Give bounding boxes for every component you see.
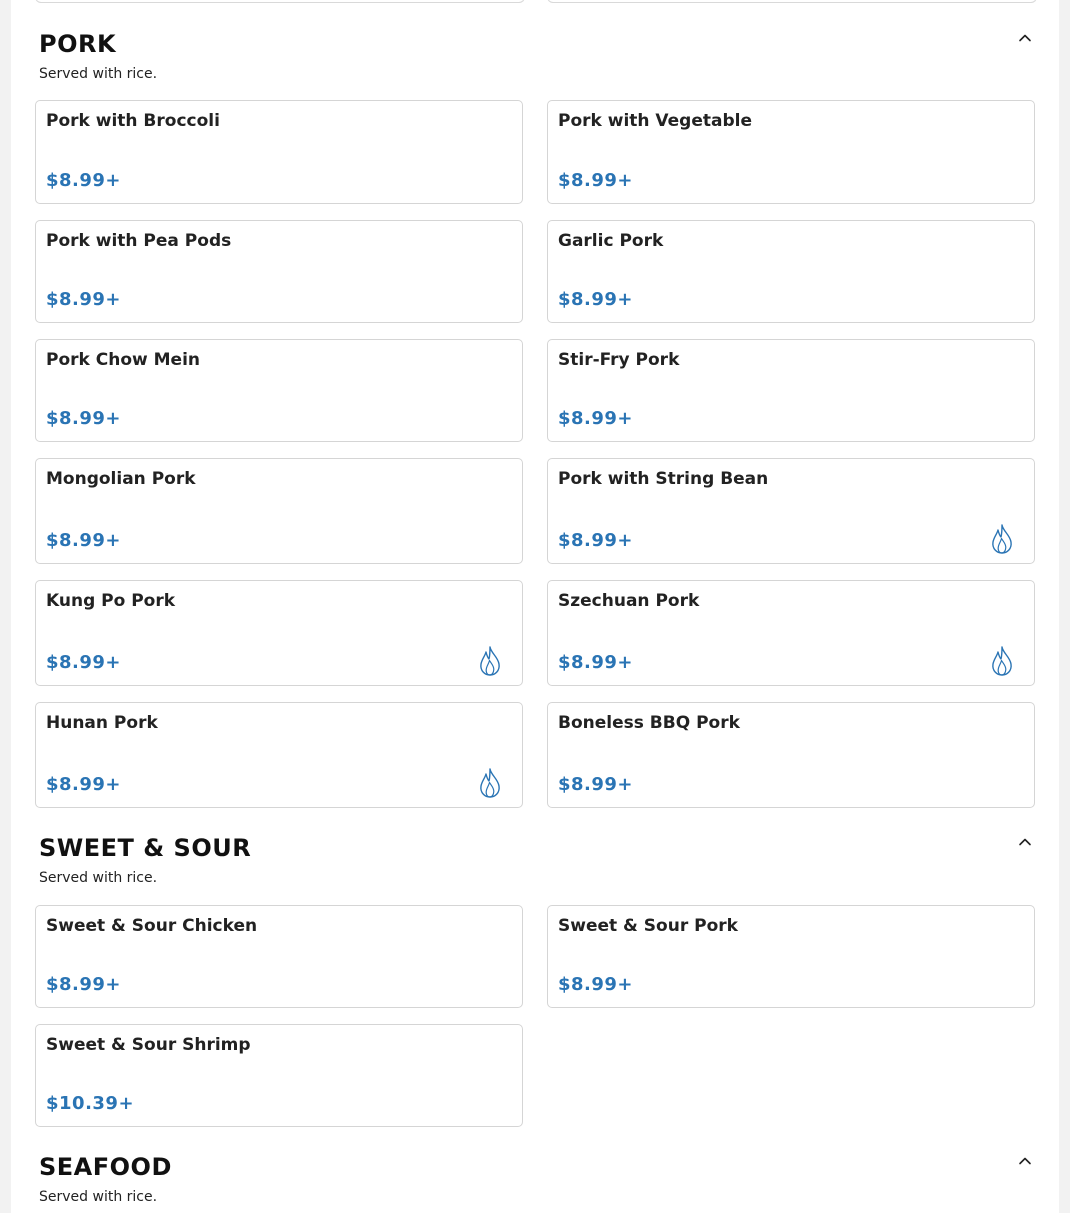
section-collapse-button[interactable] [1015, 1151, 1035, 1171]
menu-item-name: Stir-Fry Pork [558, 350, 680, 370]
menu-item-name: Sweet & Sour Pork [558, 916, 738, 936]
menu-item-card[interactable] [35, 220, 523, 323]
menu-item-card[interactable] [35, 339, 523, 442]
chevron-up-icon [1018, 1154, 1032, 1168]
menu-item-card[interactable] [35, 580, 523, 686]
flame-icon [988, 645, 1016, 677]
menu-item-name: Pork with Broccoli [46, 111, 220, 131]
menu-item-card[interactable] [35, 1024, 523, 1127]
menu-item-price: $8.99+ [558, 170, 634, 191]
menu-item-name: Szechuan Pork [558, 591, 700, 611]
section-description: Served with rice. [39, 1189, 158, 1205]
section-title: SEAFOOD [39, 1153, 172, 1181]
menu-item-price: $8.99+ [558, 974, 634, 995]
menu-item-name: Pork with Pea Pods [46, 231, 232, 251]
menu-page [11, 0, 1059, 1213]
flame-icon [476, 767, 504, 799]
menu-item-name: Sweet & Sour Shrimp [46, 1035, 251, 1055]
menu-item-card[interactable] [547, 905, 1035, 1008]
menu-item-price: $8.99+ [46, 530, 122, 551]
menu-item-price: $8.99+ [46, 170, 122, 191]
flame-icon [988, 523, 1016, 555]
chevron-up-icon [1018, 835, 1032, 849]
menu-item-price: $8.99+ [46, 289, 122, 310]
menu-item-card[interactable] [35, 702, 523, 808]
menu-item-card[interactable] [547, 458, 1035, 564]
menu-item-price: $8.99+ [46, 652, 122, 673]
menu-item-name: Pork with Vegetable [558, 111, 753, 131]
menu-item-price: $8.99+ [558, 652, 634, 673]
menu-item-name: Pork with String Bean [558, 469, 769, 489]
menu-item-card[interactable] [547, 339, 1035, 442]
section-description: Served with rice. [39, 870, 158, 886]
menu-item-name: Kung Po Pork [46, 591, 176, 611]
section-collapse-button[interactable] [1015, 832, 1035, 852]
menu-item-price: $8.99+ [46, 974, 122, 995]
chevron-up-icon [1018, 31, 1032, 45]
flame-icon [476, 645, 504, 677]
section-collapse-button[interactable] [1015, 28, 1035, 48]
menu-item-price: $10.39+ [46, 1093, 135, 1114]
menu-item-price: $8.99+ [558, 289, 634, 310]
menu-item-card[interactable] [35, 458, 523, 564]
section-title: SWEET & SOUR [39, 834, 252, 862]
menu-item-price: $8.99+ [46, 408, 122, 429]
menu-item-price: $8.99+ [558, 774, 634, 795]
menu-item-name: Garlic Pork [558, 231, 664, 251]
previous-card-left[interactable] [35, 0, 525, 3]
menu-item-card[interactable] [547, 100, 1035, 204]
menu-item-card[interactable] [35, 905, 523, 1008]
previous-card-right[interactable] [547, 0, 1037, 3]
menu-item-name: Mongolian Pork [46, 469, 196, 489]
menu-item-name: Pork Chow Mein [46, 350, 201, 370]
menu-item-name: Hunan Pork [46, 713, 158, 733]
menu-item-price: $8.99+ [558, 408, 634, 429]
section-description: Served with rice. [39, 66, 158, 82]
menu-item-price: $8.99+ [558, 530, 634, 551]
section-title: PORK [39, 30, 117, 58]
menu-item-name: Sweet & Sour Chicken [46, 916, 258, 936]
menu-item-card[interactable] [547, 580, 1035, 686]
menu-item-card[interactable] [547, 220, 1035, 323]
menu-item-price: $8.99+ [46, 774, 122, 795]
menu-item-card[interactable] [35, 100, 523, 204]
menu-item-name: Boneless BBQ Pork [558, 713, 740, 733]
menu-item-card[interactable] [547, 702, 1035, 808]
